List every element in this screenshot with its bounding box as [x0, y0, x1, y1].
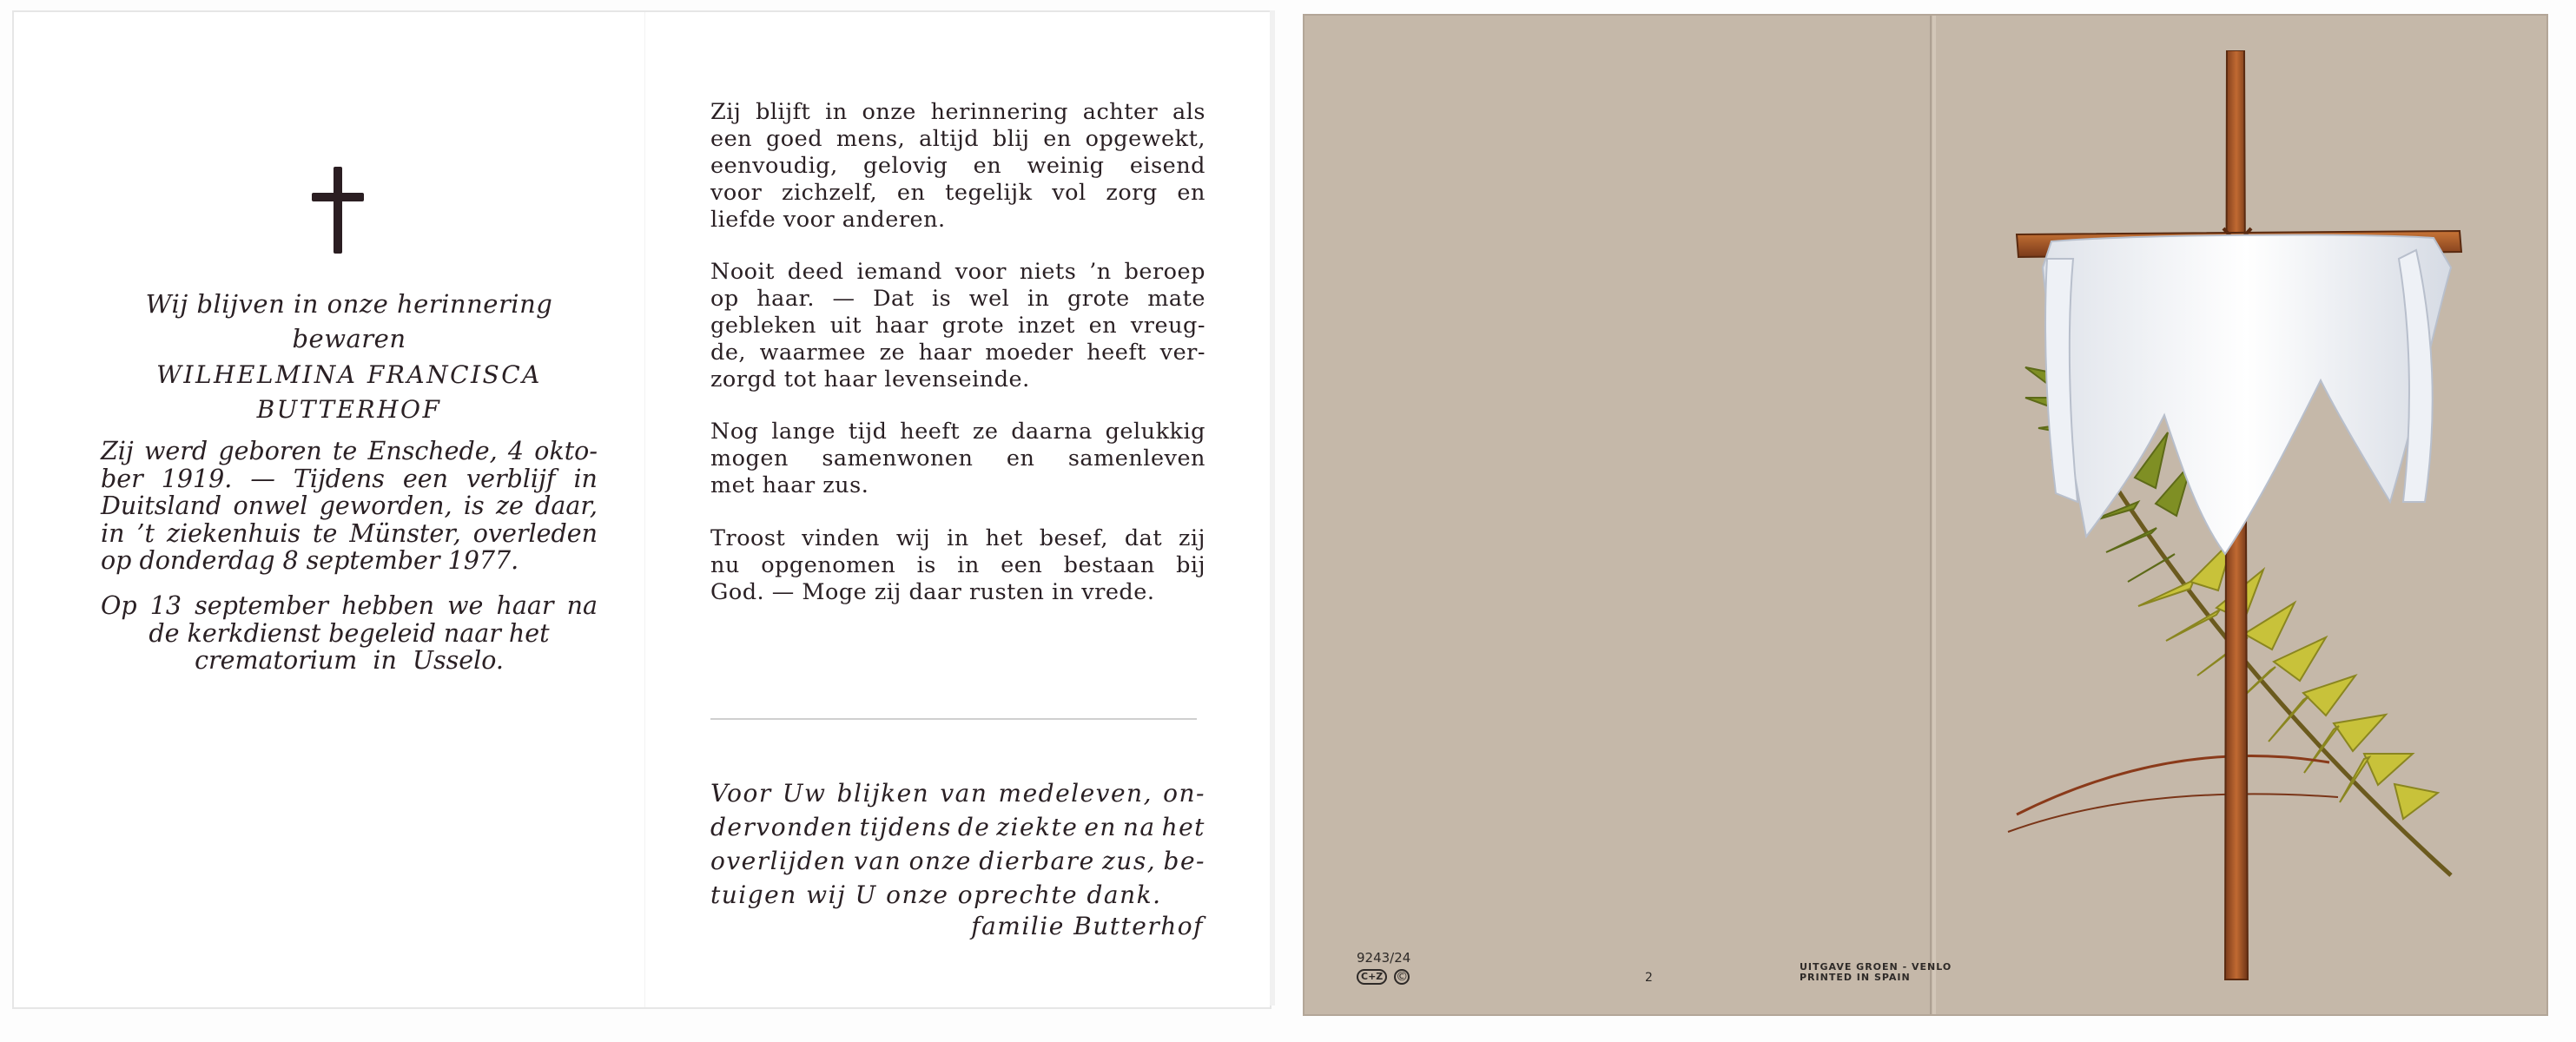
bio-line: Zij werd geboren te Enschede, 4 okto- [101, 437, 598, 465]
tribute-paragraph-3: Nog lange tijd heeft ze daarna gelukkig mogen samenwonen en samenleven met haar zus. [710, 419, 1205, 498]
inner-left-panel [89, 12, 610, 1007]
wooden-cross-with-white-cloth-and-palm-branch-icon [1965, 50, 2520, 1006]
name-line: BUTTERHOF [256, 395, 442, 424]
deceased-name [89, 358, 610, 427]
tribute-paragraph-2: Nooit deed iemand voor niets ’n beroep op haar. — Dat is wel in grote mate gebleken uit haar grote inzet en vreug- de, waarmee ze haar moeder heeft ver- zorgd tot haar levenseinde. [710, 259, 1205, 392]
intro-text [89, 287, 610, 356]
bio-line: op donderdag 8 september 1977. [101, 546, 519, 575]
intro-line: Wij blijven in onze herinnering [145, 289, 553, 319]
cover-fold [1930, 16, 1932, 1014]
biography-text [101, 438, 598, 575]
name-line: WILHELMINA FRANCISCA [156, 360, 542, 389]
memorial-card-cover [1303, 14, 2548, 1016]
family-signature: familie Butterhof [971, 912, 1204, 940]
bio-line: ber 1919. — Tijdens een verblijf in [101, 464, 598, 493]
funeral-line: Op 13 september hebben we haar na [101, 591, 598, 620]
tribute-paragraph-4: Troost vinden wij in het besef, dat zij nu opgenomen is in een bestaan bij God. — Moge zij daar rusten in vrede. [710, 525, 1205, 605]
publisher-marks [1357, 969, 1410, 985]
funeral-text [101, 592, 598, 675]
card-fold [644, 12, 645, 1007]
copyright-icon: © [1396, 970, 1409, 984]
page-number: 2 [1645, 971, 1653, 985]
cross-icon [312, 167, 364, 254]
white-cloth [2043, 235, 2451, 554]
funeral-line: crematorium in Usselo. [195, 646, 504, 675]
inner-right-panel [710, 12, 1205, 1007]
article-number: 9243/24 [1357, 950, 1411, 966]
publisher-imprint: UITGAVE GROEN - VENLO PRINTED IN SPAIN [1800, 961, 1952, 983]
cz-logo: C+Z [1357, 969, 1387, 985]
intro-line: bewaren [292, 324, 406, 353]
thanks-text: Voor Uw blijken van medeleven, on- dervonden tijdens de ziekte en na het overlijden van onze dierbare zus, be- tuigen wij U onze oprechte dank. [710, 779, 1205, 909]
cover-fold-highlight [1932, 16, 1936, 1014]
card-edge-shadow [1270, 10, 1275, 1006]
tribute-paragraph-1: Zij blijft in onze herinnering achter als een goed mens, altijd blij en opgewekt, eenvoudig, gelovig en weinig eisend voor zichzelf, en tegelijk vol zorg en liefde voor anderen. [710, 99, 1205, 233]
bio-line: in ’t ziekenhuis te Münster, overleden [101, 518, 598, 548]
divider-line [710, 718, 1197, 720]
funeral-line: de kerkdienst begeleid naar het [149, 618, 550, 648]
memorial-card-inner [12, 10, 1271, 1009]
bio-line: Duitsland onwel geworden, is ze daar, [101, 491, 598, 520]
